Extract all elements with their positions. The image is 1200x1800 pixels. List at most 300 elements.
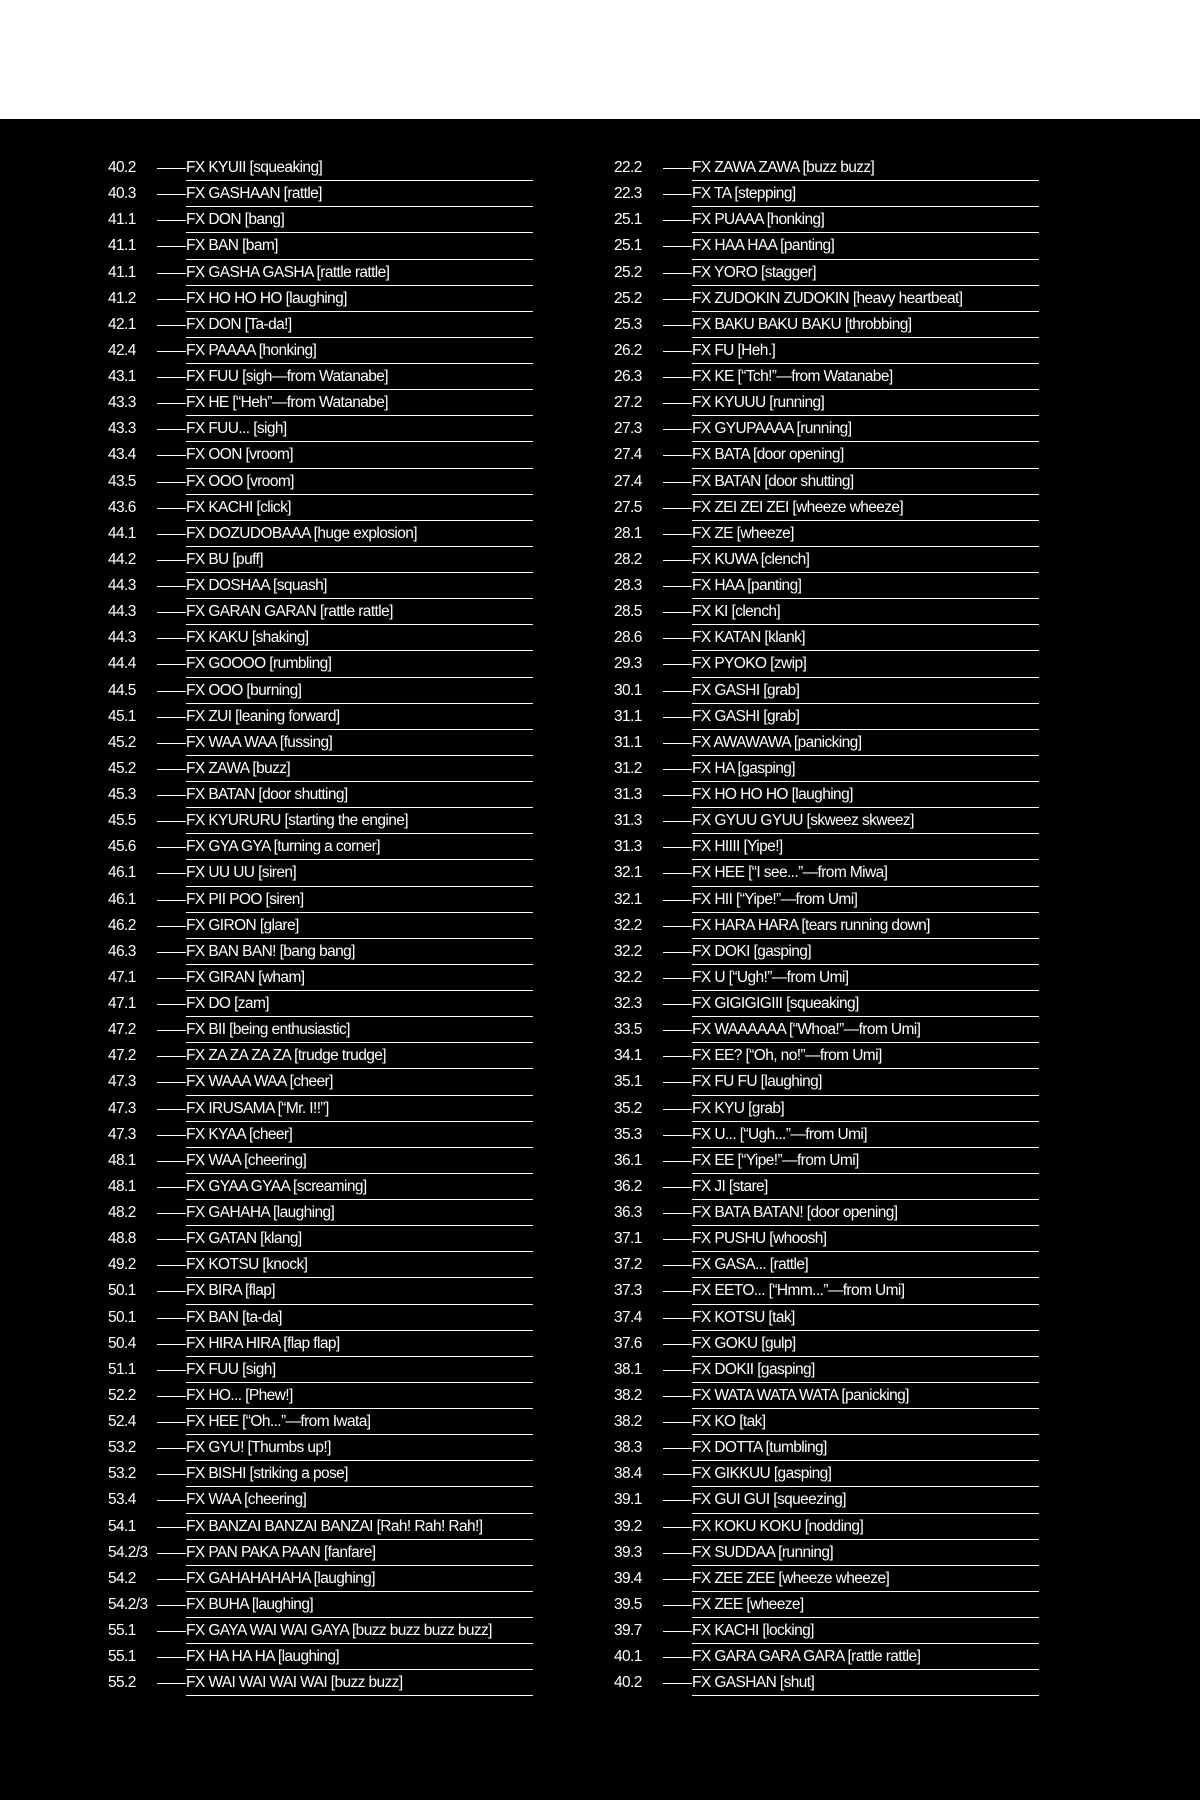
sound-effect-text: FX OOO [burning] [186,681,302,699]
entry-underline [692,781,1039,782]
page-panel-number: 41.1 [108,211,136,229]
page-panel-number: 25.1 [614,211,642,229]
sound-effect-text: FX HIRA HIRA [flap flap] [186,1334,340,1352]
entry-underline [692,1121,1039,1122]
page-panel-number: 39.7 [614,1622,642,1639]
page-panel-number: 27.4 [614,446,642,464]
page-panel-number: 53.4 [108,1491,136,1509]
page-panel-number: 40.2 [108,159,136,176]
entry-underline [692,232,1039,233]
leader-line [663,873,692,874]
entry-underline [186,311,533,312]
sound-effect-text: FX GIRON [glare] [186,916,299,934]
page-panel-number: 26.3 [614,368,642,385]
sound-effect-text: FX BATA [door opening] [692,446,844,464]
glossary-entry [108,339,533,365]
glossary-entry [614,1149,1039,1175]
page-panel-number: 48.1 [108,1151,136,1169]
leader-line [157,273,186,274]
glossary-entry [614,731,1039,757]
entry-underline [186,441,533,442]
entry-underline [692,546,1039,547]
glossary-entry [614,443,1039,469]
sound-effect-text: FX BATAN [door shutting] [186,786,348,803]
page-panel-number: 32.1 [614,890,642,908]
entry-underline [186,1669,533,1670]
entry-underline [186,1591,533,1592]
page-panel-number: 40.1 [614,1648,642,1666]
glossary-entry [614,1279,1039,1305]
page-panel-number: 31.3 [614,812,642,830]
glossary-entry [108,1253,533,1279]
leader-line [157,1527,186,1528]
glossary-entry [614,313,1039,339]
leader-line [157,1579,186,1580]
glossary-entry [614,1044,1039,1070]
glossary-entry [108,1306,533,1332]
leader-line [157,482,186,483]
entry-underline [186,206,533,207]
sound-effect-text: FX UU UU [siren] [186,864,297,882]
sound-effect-text: FX HEE [“Oh...”—from Iwata] [186,1413,371,1430]
entry-underline [692,337,1039,338]
entry-underline [186,1095,533,1096]
entry-underline [186,650,533,651]
glossary-entry [614,522,1039,548]
leader-line [663,560,692,561]
leader-line [663,926,692,927]
page-panel-number: 54.2/3 [108,1595,148,1613]
leader-line [663,273,692,274]
page-panel-number: 45.5 [108,812,136,830]
glossary-entry [108,992,533,1018]
sound-effect-text: FX KYAA [cheer] [186,1125,293,1143]
page-panel-number: 55.1 [108,1648,136,1666]
entry-underline [186,755,533,756]
entry-underline [186,1173,533,1174]
leader-line [157,351,186,352]
page-panel-number: 33.5 [614,1021,642,1039]
entry-underline [186,1277,533,1278]
sound-effect-text: FX TA [stepping] [692,185,796,203]
page-panel-number: 40.3 [108,185,136,203]
sound-effect-text: FX KO [tak] [692,1413,766,1430]
sound-effect-text: FX HIIII [Yipe!] [692,838,783,856]
entry-underline [186,259,533,260]
glossary-entry [108,1410,533,1436]
page-panel-number: 47.3 [108,1125,136,1143]
entry-underline [186,1460,533,1461]
page-panel-number: 41.1 [108,263,136,281]
entry-underline [186,546,533,547]
page-panel-number: 31.1 [614,707,642,725]
sound-effect-text: FX WAAA WAA [cheer] [186,1073,333,1091]
entry-underline [186,1225,533,1226]
entry-underline [186,1251,533,1252]
leader-line [663,1004,692,1005]
entry-underline [186,1147,533,1148]
page-panel-number: 25.2 [614,289,642,307]
leader-line [157,795,186,796]
leader-line [663,847,692,848]
entry-underline [186,833,533,834]
entry-underline [186,886,533,887]
page-panel-number: 47.3 [108,1073,136,1091]
glossary-entry [108,679,533,705]
glossary-entry [108,1619,533,1645]
glossary-entry [108,940,533,966]
sound-effect-text: FX HA [gasping] [692,759,796,777]
page-panel-number: 54.2 [108,1569,136,1587]
entry-underline [186,1695,533,1696]
entry-underline [692,1330,1039,1331]
entry-underline [186,1539,533,1540]
page-panel-number: 44.5 [108,681,136,699]
sound-effect-text: FX GAHAHAHAHA [laughing] [186,1569,375,1587]
page-panel-number: 42.1 [108,315,136,333]
entry-underline [186,1434,533,1435]
glossary-entry [614,1201,1039,1227]
sound-effect-text: FX DOKII [gasping] [692,1360,815,1378]
leader-line [157,1318,186,1319]
glossary-entry [614,1123,1039,1149]
sound-effect-text: FX EE? [“Oh, no!”—from Umi] [692,1047,882,1065]
page-panel-number: 47.3 [108,1099,136,1117]
sound-effect-text: FX HA HA HA [laughing] [186,1648,340,1666]
sound-effect-text: FX EETO... [“Hmm...”—from Umi] [692,1282,905,1300]
entry-underline [186,1617,533,1618]
page-panel-number: 48.1 [108,1177,136,1195]
entry-underline [186,1068,533,1069]
glossary-entry [108,966,533,992]
entry-underline [692,755,1039,756]
sound-effect-text: FX BAN [bam] [186,237,278,255]
leader-line [663,1265,692,1266]
page-panel-number: 54.2/3 [108,1543,148,1561]
page-panel-number: 44.1 [108,524,136,542]
page-panel-number: 44.4 [108,655,136,673]
page-panel-number: 45.3 [108,786,136,803]
leader-line [663,1213,692,1214]
sound-effect-text: FX DOKI [gasping] [692,942,812,960]
leader-line [157,377,186,378]
sound-effect-text: FX EE [“Yipe!”—from Umi] [692,1151,859,1169]
page-panel-number: 31.2 [614,759,642,777]
leader-line [663,1370,692,1371]
page-panel-number: 27.4 [614,472,642,490]
leader-line [157,1265,186,1266]
glossary-entry [614,600,1039,626]
sound-effect-text: FX BATA BATAN! [door opening] [692,1204,898,1221]
sound-effect-text: FX YORO [stagger] [692,263,816,281]
sound-effect-text: FX PYOKO [zwip] [692,655,807,673]
leader-line [663,377,692,378]
page-panel-number: 37.2 [614,1256,642,1274]
glossary-entry [614,1645,1039,1671]
glossary-entry [108,1671,533,1697]
sound-effect-text: FX GOKU [gulp] [692,1334,796,1352]
leader-line [663,351,692,352]
glossary-entry [614,391,1039,417]
sound-effect-text: FX KYUII [squeaking] [186,159,323,176]
sound-effect-text: FX GYUPAAAA [running] [692,420,852,438]
leader-line [157,429,186,430]
page-panel-number: 28.6 [614,629,642,647]
glossary-entry [614,705,1039,731]
glossary-entry [614,679,1039,705]
leader-line [663,664,692,665]
glossary-entry [108,1279,533,1305]
sound-effect-text: FX WAAAAAA [“Whoa!”—from Umi] [692,1021,921,1039]
glossary-entry [108,1358,533,1384]
page-panel-number: 52.4 [108,1413,136,1430]
glossary-entry [108,156,533,182]
glossary-entry [108,1384,533,1410]
entry-underline [692,468,1039,469]
entry-underline [186,624,533,625]
sound-effect-text: FX DO [zam] [186,995,269,1012]
glossary-entry [108,652,533,678]
glossary-entry [614,339,1039,365]
glossary-entry [614,1227,1039,1253]
glossary-entry [108,1097,533,1123]
sound-effect-text: FX GIRAN [wham] [186,968,305,986]
glossary-entry [108,313,533,339]
page-panel-number: 28.2 [614,550,642,568]
entry-underline [692,729,1039,730]
glossary-entry [614,1436,1039,1462]
entry-underline [186,363,533,364]
leader-line [663,1082,692,1083]
sound-effect-text: FX GASHAAN [rattle] [186,185,322,203]
entry-underline [692,1591,1039,1592]
leader-line [663,1344,692,1345]
entry-underline [692,1147,1039,1148]
sound-effect-text: FX ZUI [leaning forward] [186,707,340,725]
sound-effect-text: FX KYUUU [running] [692,394,825,412]
leader-line [663,194,692,195]
sound-effect-text: FX PUSHU [whoosh] [692,1230,827,1248]
sound-effect-text: FX ZAWA ZAWA [buzz buzz] [692,159,875,176]
page-panel-number: 46.3 [108,942,136,960]
sound-effect-text: FX GIGIGIGIII [squeaking] [692,995,859,1012]
leader-line [663,586,692,587]
entry-underline [186,938,533,939]
entry-underline [186,1016,533,1017]
leader-line [663,220,692,221]
entry-underline [692,1068,1039,1069]
entry-underline [692,964,1039,965]
entry-underline [186,912,533,913]
page-panel-number: 38.4 [614,1465,642,1483]
page-panel-number: 39.4 [614,1569,642,1587]
entry-underline [692,1016,1039,1017]
glossary-entry [108,757,533,783]
leader-line [663,1657,692,1658]
sound-effect-text: FX PUAAA [honking] [692,211,825,229]
leader-line [157,1135,186,1136]
entry-underline [692,677,1039,678]
page-panel-number: 38.1 [614,1360,642,1378]
page-panel-number: 25.1 [614,237,642,255]
sound-effect-text: FX WAA WAA [fussing] [186,733,333,751]
sound-effect-text: FX HARA HARA [tears running down] [692,916,930,934]
entry-underline [186,781,533,782]
leader-line [663,1579,692,1580]
page-panel-number: 43.3 [108,420,136,438]
glossary-entry [614,1097,1039,1123]
entry-underline [692,1304,1039,1305]
leader-line [663,638,692,639]
leader-line [663,612,692,613]
glossary-entry [108,1541,533,1567]
leader-line [157,1004,186,1005]
page-panel-number: 39.1 [614,1491,642,1509]
page-panel-number: 28.5 [614,603,642,621]
page-panel-number: 50.4 [108,1334,136,1352]
glossary-entry [108,1149,533,1175]
entry-underline [692,1251,1039,1252]
sound-effect-text: FX GASA... [rattle] [692,1256,809,1274]
sound-effect-text: FX GAHAHA [laughing] [186,1204,335,1221]
glossary-entry [614,1488,1039,1514]
glossary-entry [614,1462,1039,1488]
leader-line [663,1683,692,1684]
sound-effect-text: FX KOTSU [tak] [692,1308,795,1326]
sound-effect-text: FX DON [bang] [186,211,285,229]
page-panel-number: 31.3 [614,786,642,803]
leader-line [663,821,692,822]
entry-underline [692,1434,1039,1435]
entry-underline [692,1277,1039,1278]
glossary-entry [108,1018,533,1044]
leader-line [157,1082,186,1083]
sound-effect-text: FX DOTTA [tumbling] [692,1439,827,1457]
entry-underline [692,1199,1039,1200]
entry-underline [186,180,533,181]
page-panel-number: 28.3 [614,577,642,594]
page-panel-number: 45.6 [108,838,136,856]
sound-effect-text: FX WAA [cheering] [186,1491,307,1509]
sound-effect-text: FX FUU [sigh—from Watanabe] [186,368,389,385]
leader-line [157,508,186,509]
entry-underline [692,1643,1039,1644]
sound-effect-text: FX U [“Ugh!”—from Umi] [692,968,849,986]
leader-line [157,1631,186,1632]
leader-line [157,1344,186,1345]
sound-effect-text: FX OON [vroom] [186,446,294,464]
page-panel-number: 35.3 [614,1125,642,1143]
sound-effect-text: FX GARA GARA GARA [rattle rattle] [692,1648,921,1666]
leader-line [157,978,186,979]
entry-underline [692,859,1039,860]
leader-line [157,691,186,692]
sound-effect-text: FX BAN [ta-da] [186,1308,282,1326]
page-panel-number: 37.1 [614,1230,642,1248]
leader-line [157,952,186,953]
entry-underline [692,441,1039,442]
glossary-entry [614,835,1039,861]
sound-effect-text: FX BIRA [flap] [186,1282,275,1300]
leader-line [663,1500,692,1501]
page-panel-number: 45.2 [108,733,136,751]
entry-underline [692,285,1039,286]
glossary-entry [614,1384,1039,1410]
leader-line [157,560,186,561]
sound-effect-text: FX GYAA GYAA [screaming] [186,1177,367,1195]
page-panel-number: 43.3 [108,394,136,412]
glossary-entry [108,391,533,417]
glossary-entry [108,208,533,234]
leader-line [157,769,186,770]
leader-line [663,1135,692,1136]
leader-line [663,795,692,796]
page-panel-number: 43.1 [108,368,136,385]
glossary-entry [614,470,1039,496]
glossary-entry [614,1671,1039,1697]
leader-line [157,534,186,535]
glossary-entry [614,1541,1039,1567]
leader-line [663,1527,692,1528]
entry-underline [692,415,1039,416]
glossary-entry [108,261,533,287]
sound-effect-text: FX DOSHAA [squash] [186,577,327,594]
glossary-entry [614,992,1039,1018]
leader-line [663,534,692,535]
leader-line [157,168,186,169]
glossary-entry [108,705,533,731]
entry-underline [692,572,1039,573]
entry-underline [692,1095,1039,1096]
page-panel-number: 35.1 [614,1073,642,1091]
page-panel-number: 27.5 [614,498,642,516]
page-panel-number: 55.2 [108,1674,136,1692]
sound-effect-text: FX HE [“Heh”—from Watanabe] [186,394,389,412]
entry-underline [692,1042,1039,1043]
leader-line [157,220,186,221]
sound-effect-text: FX FUU [sigh] [186,1360,276,1378]
page-panel-number: 27.2 [614,394,642,412]
glossary-entry [614,1306,1039,1332]
page-panel-number: 50.1 [108,1308,136,1326]
glossary-entry [108,1567,533,1593]
page-panel-number: 41.1 [108,237,136,255]
leader-line [157,926,186,927]
entry-underline [186,1356,533,1357]
sound-effect-text: FX ZE [wheeze] [692,524,794,542]
entry-underline [692,363,1039,364]
sound-effect-text: FX KYURURU [starting the engine] [186,812,409,830]
glossary-entry [108,914,533,940]
entry-underline [186,729,533,730]
page-panel-number: 47.2 [108,1047,136,1065]
leader-line [663,1553,692,1554]
sound-effect-text: FX ZA ZA ZA ZA [trudge trudge] [186,1047,386,1065]
leader-line [157,1239,186,1240]
sound-effect-text: FX AWAWAWA [panicking] [692,733,862,751]
glossary-entry [614,1619,1039,1645]
glossary-entry [108,888,533,914]
leader-line [663,1291,692,1292]
sound-effect-text: FX KE [“Tch!”—from Watanabe] [692,368,893,385]
leader-line [157,1448,186,1449]
glossary-entry [108,1488,533,1514]
glossary-entry [108,182,533,208]
entry-underline [186,1486,533,1487]
leader-line [663,1448,692,1449]
glossary-entry [614,287,1039,313]
sound-effect-text: FX KUWA [clench] [692,550,810,568]
